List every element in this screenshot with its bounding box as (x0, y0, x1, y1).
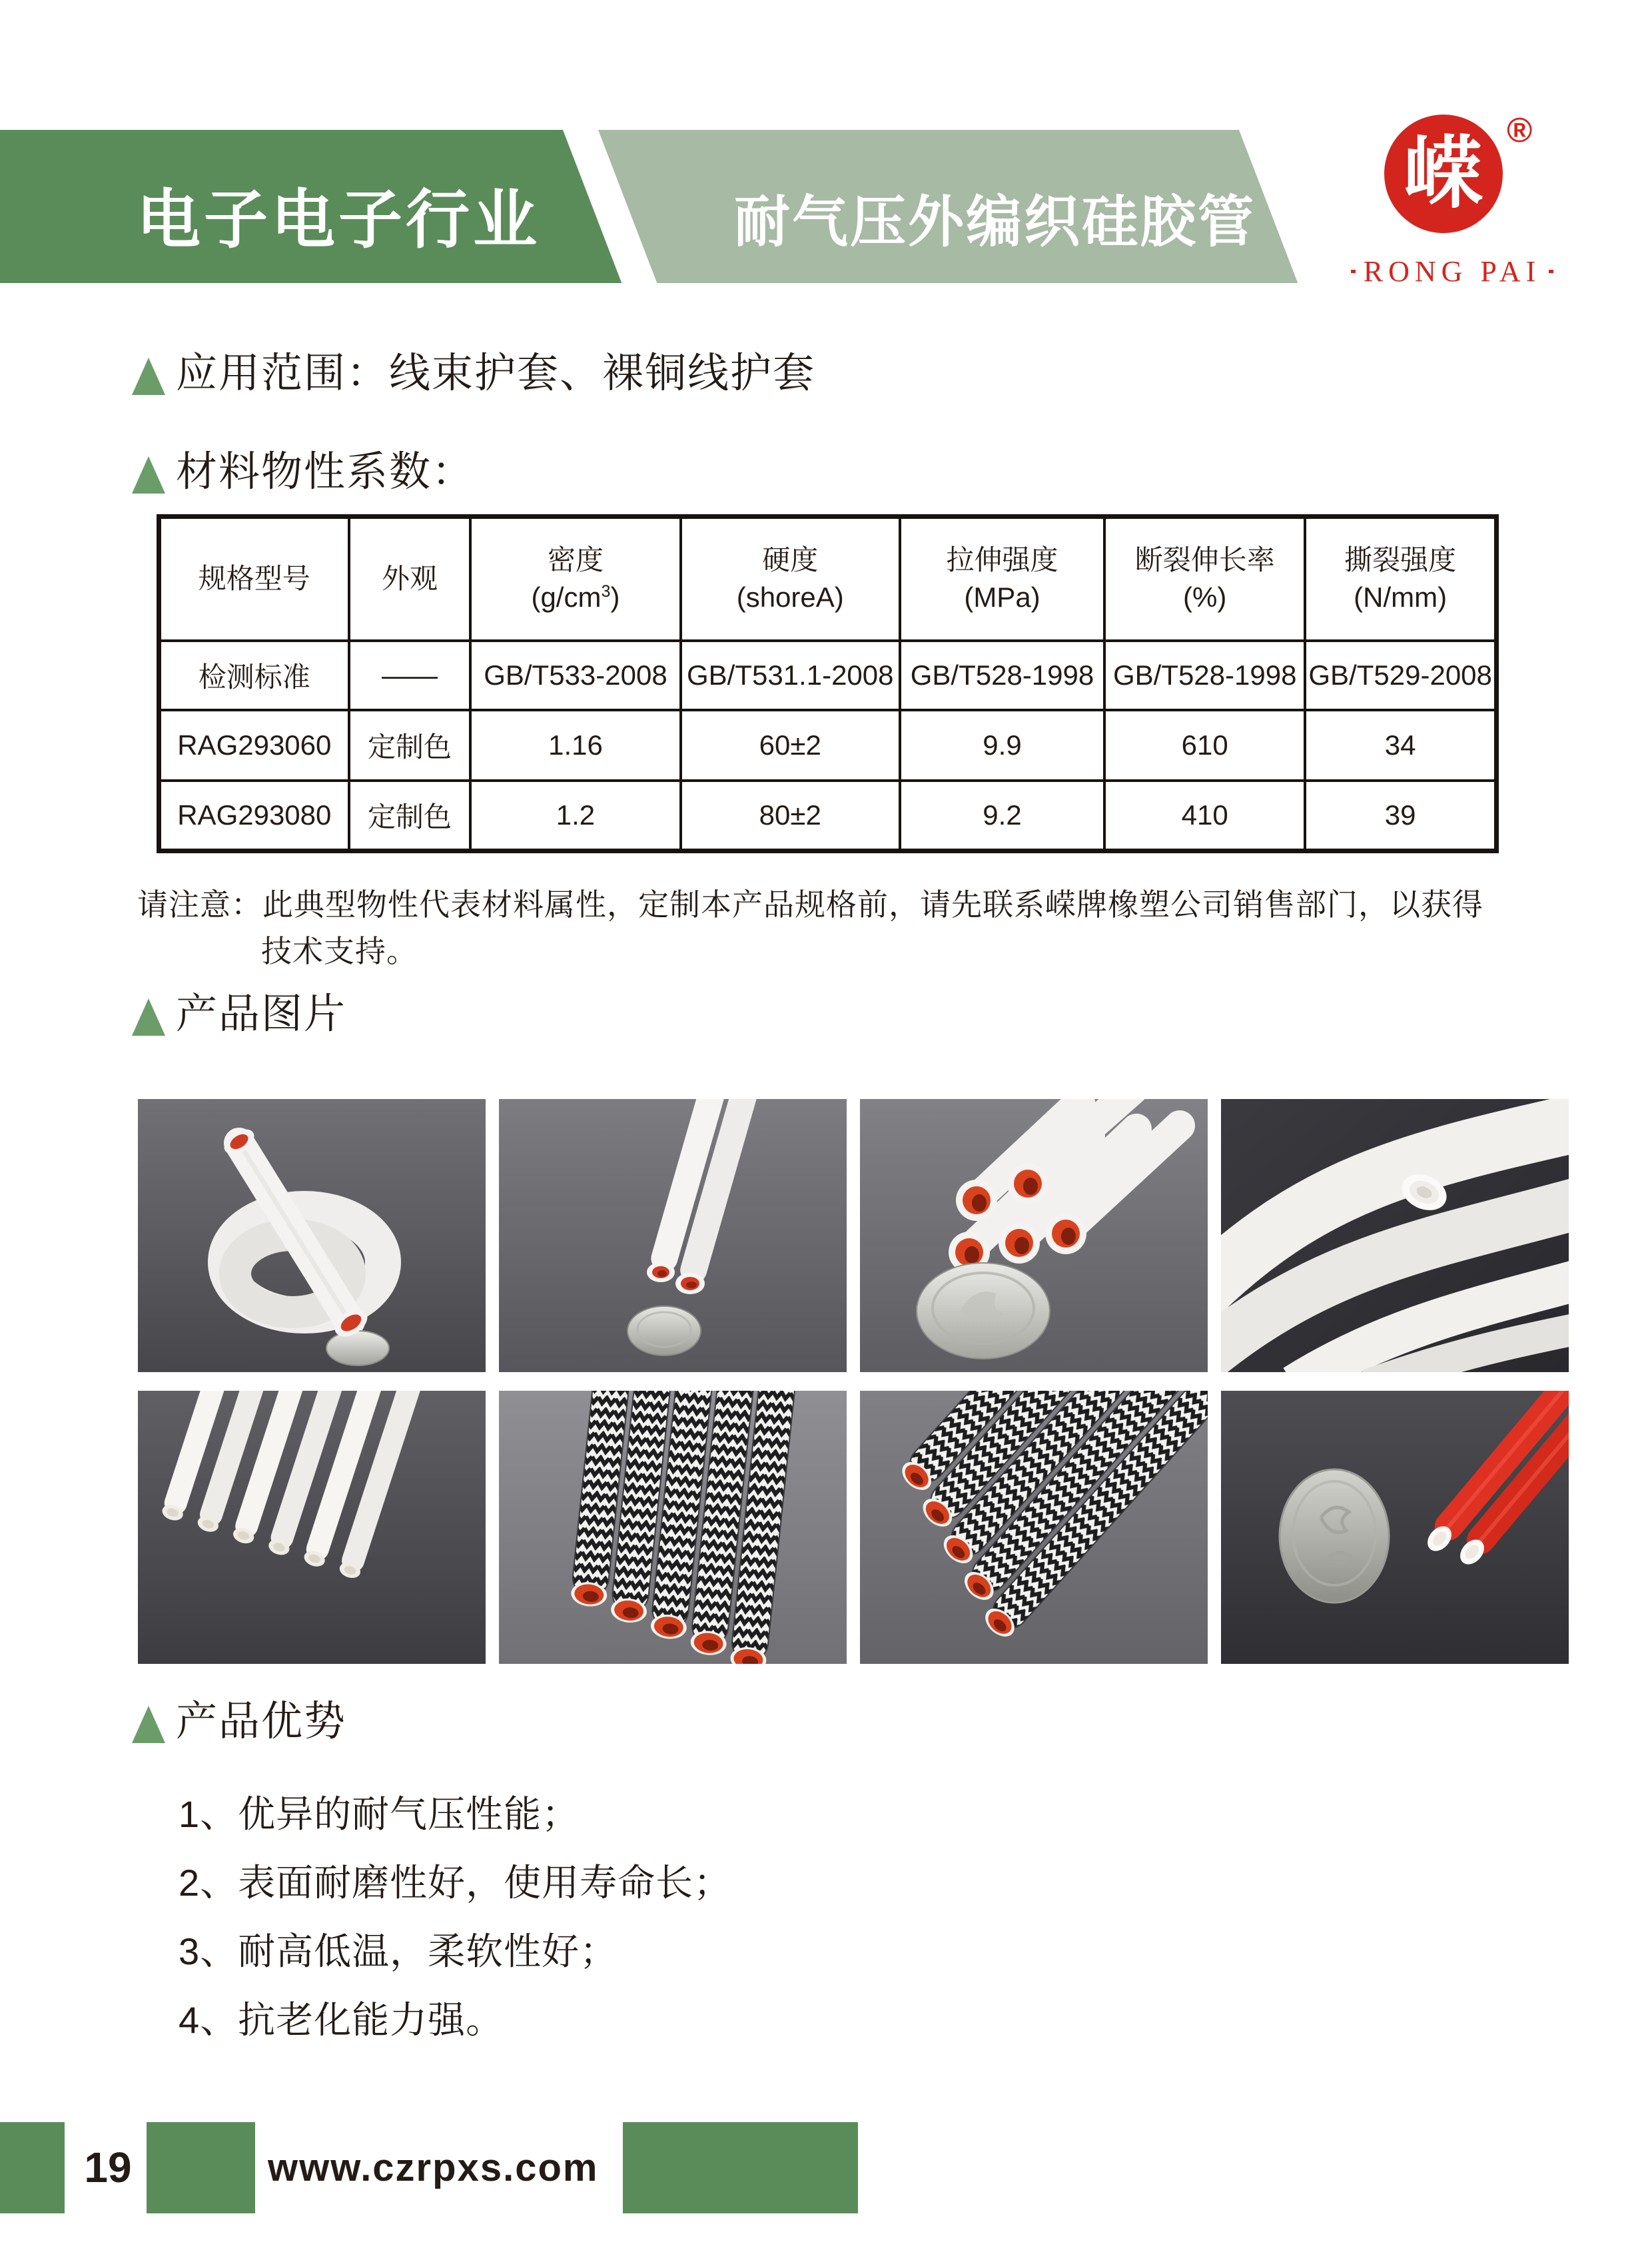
advantages-list (179, 1780, 731, 2054)
col-header-elongation: 断裂伸长率 (%) (1104, 517, 1305, 641)
tube-end-right (675, 1273, 705, 1294)
photo-zigzag-tubes-illustration (499, 1391, 847, 1664)
footer-green-block-right (623, 2122, 858, 2213)
coin (917, 1263, 1050, 1359)
triangle-bullet-icon (132, 998, 165, 1036)
product-photo-knotted-tube (138, 1099, 486, 1372)
product-photo-sleeve-coil (1221, 1099, 1569, 1372)
website-url: www.czrpxs.com (268, 2146, 599, 2189)
application-title: 应用范围：线束护套、裸铜线护套 (176, 350, 816, 396)
photo-five-tubes-illustration (860, 1099, 1208, 1372)
triangle-bullet-icon (132, 456, 165, 494)
industry-title: 电子电子行业 (137, 185, 540, 256)
brand-logo-icon (1384, 115, 1503, 233)
section-photos (132, 992, 346, 1036)
col-header-tensile: 拉伸强度 (MPa) (900, 517, 1104, 641)
table-row-rag293060 (159, 710, 1497, 781)
table-cell: 检测标准 (159, 641, 349, 710)
photo-knotted-tube-illustration (138, 1099, 486, 1372)
brand-name (1351, 254, 1553, 288)
product-photo-five-tubes-coin (860, 1099, 1208, 1372)
triangle-bullet-icon (132, 358, 165, 395)
brand-dash-right (1549, 270, 1553, 273)
table-cell: GB/T531.1-2008 (681, 641, 900, 710)
col-header-hardness: 硬度 (shoreA) (681, 517, 900, 641)
table-cell: GB/T529-2008 (1305, 641, 1496, 710)
product-photo-grid (138, 1099, 1569, 1664)
product-title: 耐气压外编织硅胶管 (734, 190, 1256, 253)
table-cell: 定制色 (349, 710, 471, 781)
table-cell: 9.9 (900, 710, 1104, 781)
table-cell: 39 (1305, 781, 1496, 851)
advantages-title: 产品优势 (176, 1698, 347, 1744)
brand-text: RONG PAI (1363, 255, 1541, 288)
photo-red-tubes-illustration (1221, 1391, 1569, 1664)
brand-dash-left (1351, 270, 1356, 273)
properties-title: 材料物性系数： (176, 449, 475, 495)
coin (326, 1331, 389, 1365)
section-properties (132, 450, 474, 494)
photo-sleeve-coil-illustration (1221, 1099, 1569, 1372)
table-header-row (159, 517, 1497, 641)
col-header-density: 密度 $(g/cm^3)$ (470, 517, 680, 641)
page-number: 19 (84, 2143, 132, 2191)
note-line-1: 请注意：此典型物性代表材料属性，定制本产品规格前，请先联系嵘牌橡塑公司销售部门，以获得 (137, 887, 1483, 922)
section-advantages (132, 1700, 346, 1743)
table-cell: 80±2 (681, 781, 900, 851)
table-cell: 34 (1305, 710, 1496, 781)
photos-title: 产品图片 (176, 991, 347, 1037)
material-properties-table (157, 514, 1499, 853)
product-photo-red-tubes-coin (1221, 1391, 1569, 1664)
table-cell: RAG293080 (159, 781, 349, 851)
advantage-item-2: 2、表面耐磨性好，使用寿命长； (179, 1862, 732, 1904)
photo-zigzag-bundle-illustration (860, 1391, 1208, 1664)
advantage-item-3: 3、耐高低温，柔软性好； (179, 1930, 618, 1972)
table-row-standards (159, 641, 1497, 710)
table-cell: RAG293060 (159, 710, 349, 781)
note-line-2: 技术支持。 (261, 934, 418, 968)
table-cell: —— (349, 641, 471, 710)
table-cell: 60±2 (681, 710, 900, 781)
footer-green-block-middle (147, 2122, 255, 2213)
advantage-item-4: 4、抗老化能力强。 (179, 1999, 504, 2041)
col-header-model: 规格型号 (159, 517, 349, 641)
coin (627, 1306, 701, 1355)
product-photo-zigzag-bundle (860, 1391, 1208, 1664)
photo-six-tubes-illustration (138, 1391, 486, 1664)
product-photo-two-tubes (499, 1099, 847, 1372)
table-cell: GB/T533-2008 (470, 641, 680, 710)
section-application (132, 352, 815, 395)
footer-green-block-left (0, 2122, 65, 2213)
table-cell: GB/T528-1998 (900, 641, 1104, 710)
col-header-tear: 撕裂强度 (N/mm) (1305, 517, 1496, 641)
table-cell: 610 (1104, 710, 1305, 781)
table-cell: 1.2 (470, 781, 680, 851)
tube-end-left (647, 1262, 675, 1282)
brand-logo-glyph: 嵘 (1404, 130, 1483, 218)
product-photo-six-tubes-fanned (138, 1391, 486, 1664)
table-row-rag293080 (159, 781, 1497, 851)
table-cell: 1.16 (470, 710, 680, 781)
col-header-appearance: 外观 (349, 517, 471, 641)
photo-two-tubes-illustration (499, 1099, 847, 1372)
registered-trademark-icon: ® (1507, 111, 1533, 150)
table-cell: 410 (1104, 781, 1305, 851)
coin (1280, 1469, 1389, 1603)
table-cell: GB/T528-1998 (1104, 641, 1305, 710)
table-cell: 定制色 (349, 781, 471, 851)
advantage-item-1: 1、优异的耐气压性能； (179, 1793, 580, 1835)
product-photo-zigzag-tubes (499, 1391, 847, 1664)
table-cell: 9.2 (900, 781, 1104, 851)
triangle-bullet-icon (132, 1706, 165, 1743)
